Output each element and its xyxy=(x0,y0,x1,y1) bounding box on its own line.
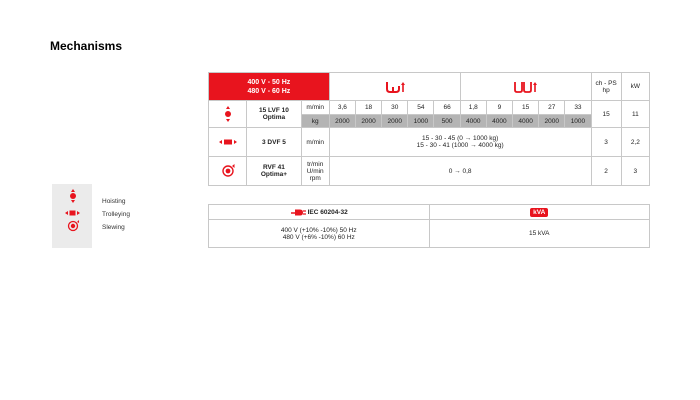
speed-cell: 3,6 xyxy=(329,101,355,115)
slewing-row xyxy=(209,157,650,186)
kva-value: 15 kVA xyxy=(429,220,650,248)
slewing-row-icon xyxy=(209,157,247,186)
trolleying-row-icon xyxy=(209,128,247,157)
mechanisms-table xyxy=(208,72,650,186)
slewing-unit-line-1: tr/min xyxy=(307,160,324,168)
trolleying-model: 3 DVF 5 xyxy=(247,128,301,157)
slewing-model-line-2: Optima+ xyxy=(260,171,288,178)
hoisting-model-line-1: 15 LVF 10 xyxy=(258,107,289,114)
speed-cell: 66 xyxy=(434,101,460,115)
speed-cell: 18 xyxy=(355,101,381,115)
weight-cell: 2000 xyxy=(382,115,408,128)
power-voltage-line-2: 480 V (+6% -10%) 60 Hz xyxy=(282,233,355,241)
speed-cell: 1,8 xyxy=(460,101,486,115)
kw-header: kW xyxy=(621,73,649,101)
hoisting-row-icon xyxy=(209,101,247,128)
power-header-row xyxy=(209,205,650,220)
trolleying-hp: 3 xyxy=(591,128,621,157)
double-hook-icon xyxy=(511,80,541,94)
hp-header-label-1: ch - PS xyxy=(595,79,617,87)
kva-header xyxy=(429,205,650,220)
slewing-icon xyxy=(69,220,80,231)
hoisting-kw: 11 xyxy=(621,101,649,128)
weight-cell: 1000 xyxy=(565,115,591,128)
slewing-kw: 3 xyxy=(621,157,649,186)
trolleying-values xyxy=(329,128,591,157)
trolleying-value-line-1: 15 - 30 - 45 (0 → 1000 kg) xyxy=(422,135,499,142)
trolleying-kw: 2,2 xyxy=(621,128,649,157)
power-table xyxy=(208,204,650,248)
slewing-unit-line-3: rpm xyxy=(309,174,321,182)
weight-cell: 2000 xyxy=(539,115,565,128)
weight-cell: 1000 xyxy=(408,115,434,128)
standard-label: IEC 60204-32 xyxy=(307,208,348,216)
speed-cell: 33 xyxy=(565,101,591,115)
weight-cell: 500 xyxy=(434,115,460,128)
trolleying-icon xyxy=(65,211,80,216)
standard-header xyxy=(209,205,430,220)
power-value-row xyxy=(209,220,650,248)
double-hook-header xyxy=(460,73,591,101)
single-hook-icon xyxy=(380,80,410,94)
slewing-icon xyxy=(220,163,236,179)
legend-label-hoisting: Hoisting xyxy=(102,198,126,205)
speed-cell: 9 xyxy=(486,101,512,115)
voltage-line-1: 400 V - 50 Hz xyxy=(247,78,291,86)
hoisting-icon xyxy=(70,189,76,203)
slewing-unit-line-2: U/min xyxy=(306,167,324,175)
hoisting-model-line-2: Optima xyxy=(262,114,286,121)
slewing-unit xyxy=(301,157,329,186)
weight-cell: 4000 xyxy=(486,115,512,128)
hp-header-label-2: hp xyxy=(602,86,610,94)
trolleying-value-line-2: 15 - 30 - 41 (1000 → 4000 kg) xyxy=(416,142,504,149)
weight-cell: 4000 xyxy=(460,115,486,128)
slewing-value: 0 → 0,8 xyxy=(329,157,591,186)
voltage-line-2: 480 V - 60 Hz xyxy=(247,87,291,95)
hp-header xyxy=(591,73,621,101)
slewing-model xyxy=(247,157,301,186)
hoisting-weight-unit: kg xyxy=(301,115,329,128)
speed-cell: 15 xyxy=(513,101,539,115)
weight-cell: 4000 xyxy=(513,115,539,128)
speed-cell: 54 xyxy=(408,101,434,115)
trolleying-row xyxy=(209,128,650,157)
single-hook-header xyxy=(329,73,460,101)
legend-labels xyxy=(102,195,130,234)
legend-label-trolleying: Trolleying xyxy=(102,211,130,218)
trolleying-icon xyxy=(218,137,238,147)
kva-badge: kVA xyxy=(530,208,548,217)
voltage-header xyxy=(209,73,330,101)
page-title: Mechanisms xyxy=(50,39,123,53)
slewing-model-line-1: RVF 41 xyxy=(262,164,285,171)
trolleying-unit: m/min xyxy=(301,128,329,157)
speed-cell: 30 xyxy=(382,101,408,115)
power-voltage xyxy=(209,220,430,248)
hoisting-icon xyxy=(221,105,235,123)
hoisting-speed-unit: m/min xyxy=(301,101,329,115)
table-header-row xyxy=(209,73,650,101)
hoisting-model xyxy=(247,101,301,128)
weight-cell: 2000 xyxy=(329,115,355,128)
power-voltage-line-1: 400 V (+10% -10%) 50 Hz xyxy=(280,226,357,234)
power-plug-icon xyxy=(290,208,306,217)
slewing-hp: 2 xyxy=(591,157,621,186)
legend-icons xyxy=(52,184,92,248)
speed-cell: 27 xyxy=(539,101,565,115)
weight-cell: 2000 xyxy=(355,115,381,128)
hoisting-hp: 15 xyxy=(591,101,621,128)
legend-label-slewing: Slewing xyxy=(102,224,125,231)
legend-box xyxy=(52,184,92,248)
hoisting-speed-row xyxy=(209,101,650,115)
